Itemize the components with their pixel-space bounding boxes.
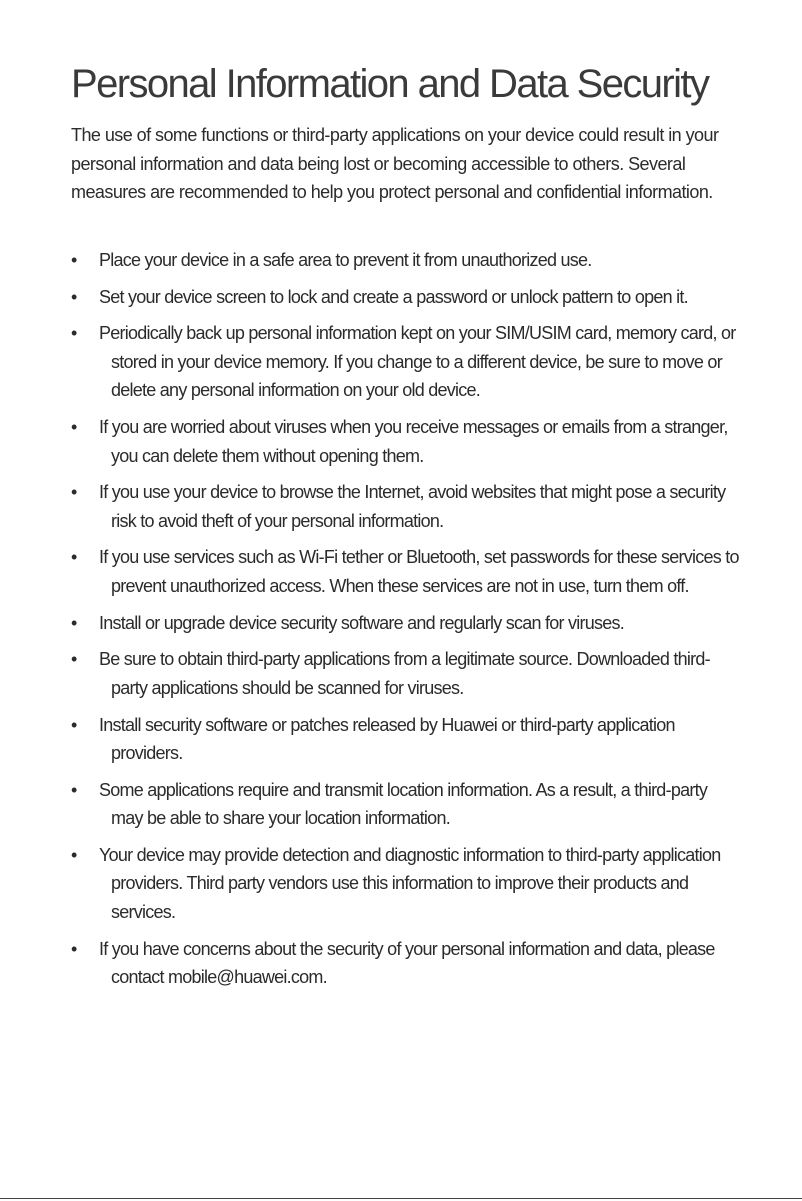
bullet-icon: • bbox=[71, 649, 78, 670]
bullet-icon: • bbox=[71, 417, 78, 438]
list-item-text: If you are worried about viruses when you receive messages or emails from a stranger, you can delete them without opening them. bbox=[99, 417, 728, 466]
list-item bbox=[71, 711, 741, 768]
bullet-icon: • bbox=[71, 844, 78, 865]
bullet-icon: • bbox=[71, 286, 78, 307]
bottom-divider bbox=[0, 1198, 802, 1199]
list-item bbox=[71, 478, 741, 535]
list-item bbox=[71, 246, 741, 275]
list-item bbox=[71, 841, 741, 927]
list-item bbox=[71, 609, 741, 638]
list-item bbox=[71, 413, 741, 470]
list-item-text: Be sure to obtain third-party applications from a legitimate source. Downloaded third-party applications should be scanned for viruses. bbox=[99, 649, 710, 698]
list-item-text: If you use services such as Wi-Fi tether or Bluetooth, set passwords for these services to prevent unauthorized access. When these services are not in use, turn them off. bbox=[99, 547, 739, 596]
bullet-icon: • bbox=[71, 482, 78, 503]
list-item-text: If you have concerns about the security of your personal information and data, please contact mobile@huawei.com. bbox=[99, 938, 715, 988]
list-item bbox=[71, 283, 741, 312]
list-item-text: Your device may provide detection and diagnostic information to third-party application providers. Third party vendors use this information to improve their products and services. bbox=[99, 844, 721, 922]
list-item-text: Place your device in a safe area to prevent it from unauthorized use. bbox=[99, 250, 592, 270]
list-item-text: If you use your device to browse the Internet, avoid websites that might pose a security risk to avoid theft of your personal information. bbox=[99, 482, 726, 531]
list-item bbox=[71, 776, 741, 833]
list-item bbox=[71, 543, 741, 600]
security-measures-list bbox=[71, 246, 741, 1000]
bullet-icon: • bbox=[71, 938, 78, 959]
intro-paragraph: The use of some functions or third-party applications on your device could result in your personal information and data being lost or becoming accessible to others. Several measures are recommended to help you protect personal and confidential information. bbox=[71, 125, 719, 202]
page-title: Personal Information and Data Security bbox=[71, 62, 709, 106]
bullet-icon: • bbox=[71, 547, 78, 568]
list-item bbox=[71, 319, 741, 405]
bullet-icon: • bbox=[71, 250, 78, 270]
bullet-icon: • bbox=[71, 714, 78, 735]
list-item-text: Install security software or patches released by Huawei or third-party application providers. bbox=[99, 714, 675, 763]
list-item-text: Install or upgrade device security software and regularly scan for viruses. bbox=[99, 612, 625, 633]
list-item-text: Some applications require and transmit location information. As a result, a third-party may be able to share your location information. bbox=[99, 779, 708, 829]
bullet-icon: • bbox=[71, 612, 78, 633]
list-item bbox=[71, 935, 741, 992]
list-item-text: Set your device screen to lock and create a password or unlock pattern to open it. bbox=[99, 286, 688, 307]
list-item bbox=[71, 645, 741, 702]
bullet-icon: • bbox=[71, 779, 78, 800]
list-item-text: Periodically back up personal information kept on your SIM/USIM card, memory card, or stored in your device memory. If you change to a different device, be sure to move or delete any personal information on your old device. bbox=[99, 323, 736, 401]
bullet-icon: • bbox=[71, 323, 78, 344]
